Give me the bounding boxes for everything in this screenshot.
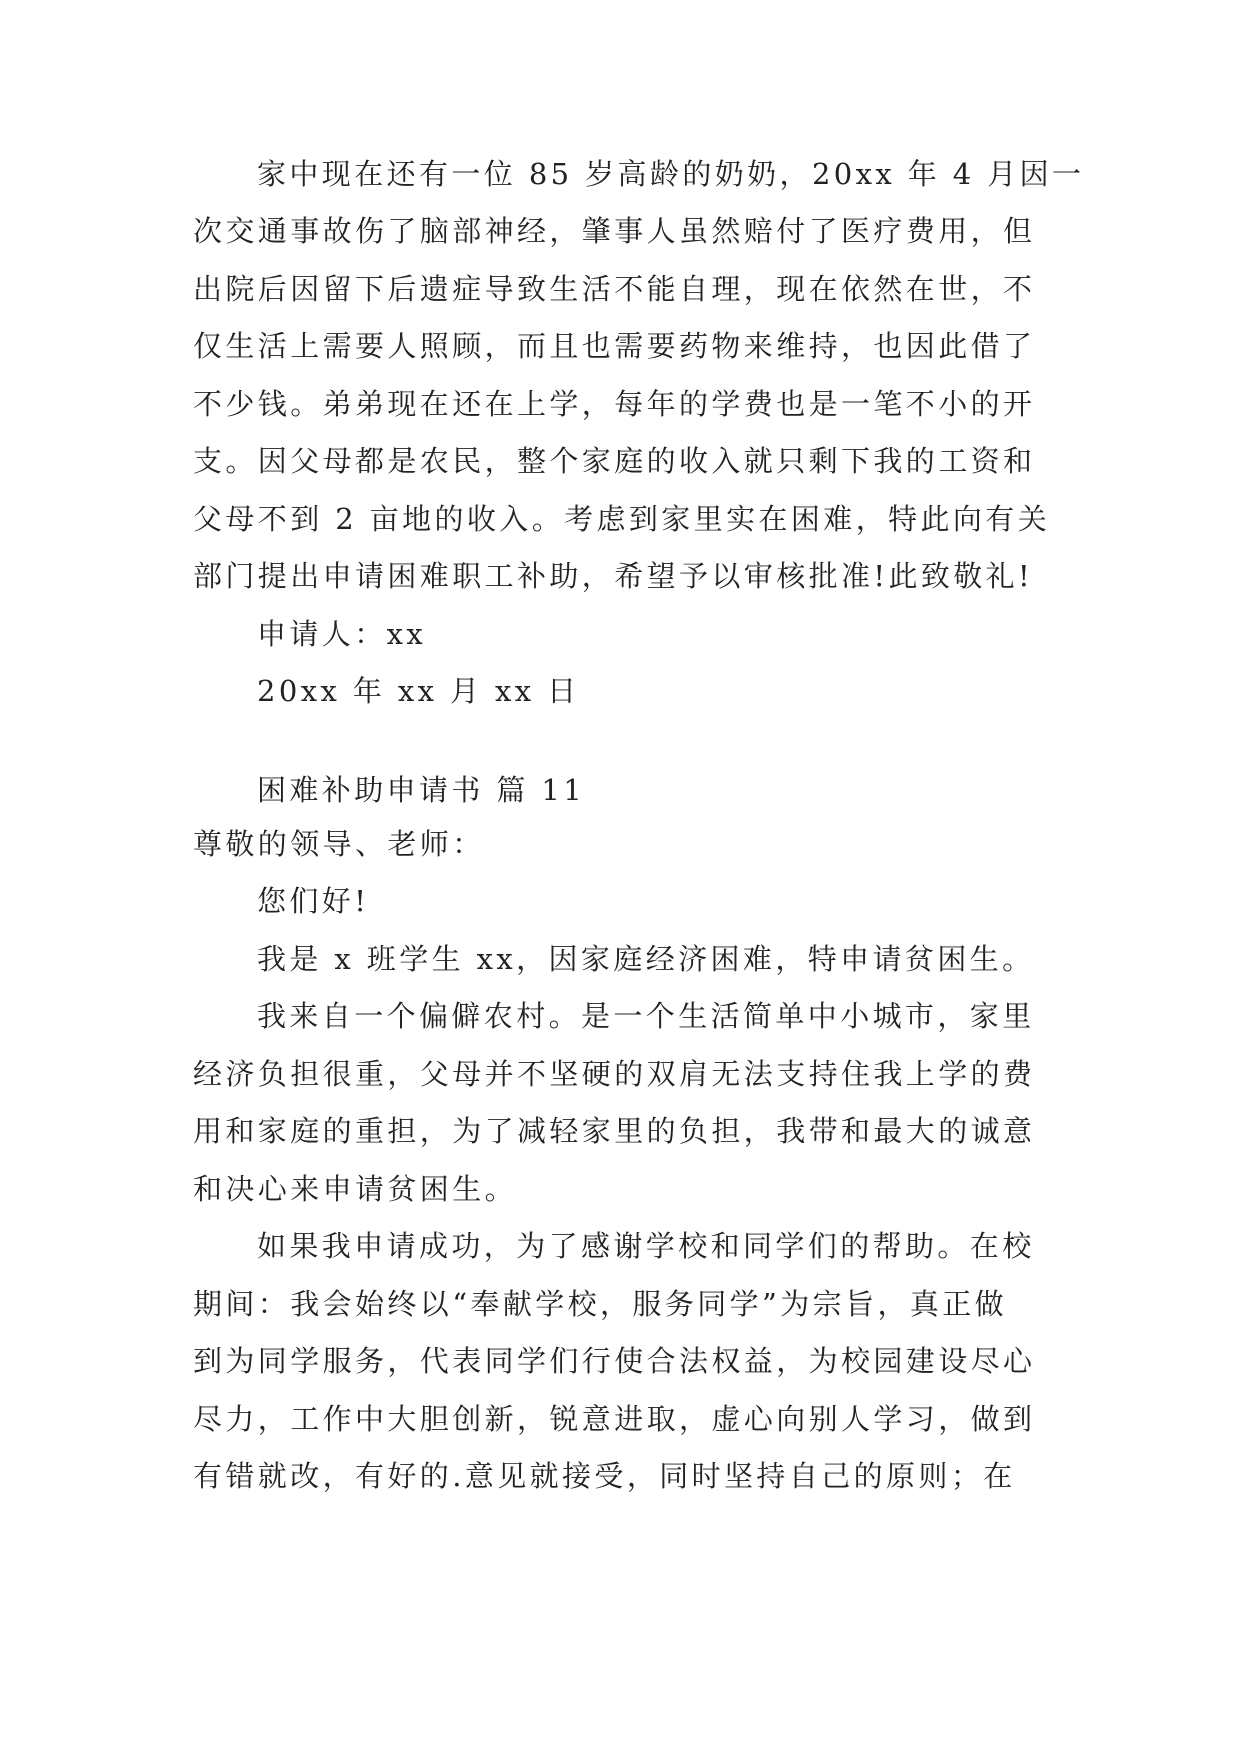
paragraph-line: 仅生活上需要人照顾，而且也需要药物来维持，也因此借了 [193,329,1036,363]
paragraph-line: 到为同学服务，代表同学们行使合法权益，为校园建设尽心 [193,1344,1036,1378]
paragraph-line: 不少钱。弟弟现在还在上学，每年的学费也是一笔不小的开 [193,387,1036,421]
intro-line: 我是 x 班学生 xx，因家庭经济困难，特申请贫困生。 [257,942,1035,976]
paragraph-line: 父母不到 2 亩地的收入。考虑到家里实在困难，特此向有关 [193,502,1051,536]
section-title: 困难补助申请书 篇 11 [257,773,586,807]
paragraph-line: 支。因父母都是农民，整个家庭的收入就只剩下我的工资和 [193,444,1036,478]
paragraph-line: 有错就改，有好的.意见就接受，同时坚持自己的原则；在 [193,1459,1016,1493]
paragraph-line: 经济负担很重，父母并不坚硬的双肩无法支持住我上学的费 [193,1057,1036,1091]
greeting: 您们好! [257,884,370,918]
paragraph-line: 如果我申请成功，为了感谢学校和同学们的帮助。在校 [257,1229,1035,1263]
paragraph-line: 用和家庭的重担，为了减轻家里的负担，我带和最大的诚意 [193,1114,1036,1148]
paragraph-line: 次交通事故伤了脑部神经，肇事人虽然赔付了医疗费用，但 [193,214,1036,248]
paragraph-line: 尽力，工作中大胆创新，锐意进取，虚心向别人学习，做到 [193,1402,1036,1436]
paragraph-line: 部门提出申请困难职工补助，希望予以审核批准!此致敬礼! [193,559,1034,593]
paragraph-line: 和决心来申请贫困生。 [193,1172,518,1206]
paragraph-line: 出院后因留下后遗症导致生活不能自理，现在依然在世，不 [193,272,1036,306]
signature-date: 20xx 年 xx 月 xx 日 [257,674,580,708]
paragraph-line: 我来自一个偏僻农村。是一个生活简单中小城市，家里 [257,999,1035,1033]
salutation: 尊敬的领导、老师： [193,827,485,861]
applicant-signature: 申请人：xx [257,617,427,651]
paragraph-line: 家中现在还有一位 85 岁高龄的奶奶，20xx 年 4 月因一 [257,157,1085,191]
paragraph-line: 期间：我会始终以“奉献学校，服务同学”为宗旨，真正做 [193,1287,1008,1321]
